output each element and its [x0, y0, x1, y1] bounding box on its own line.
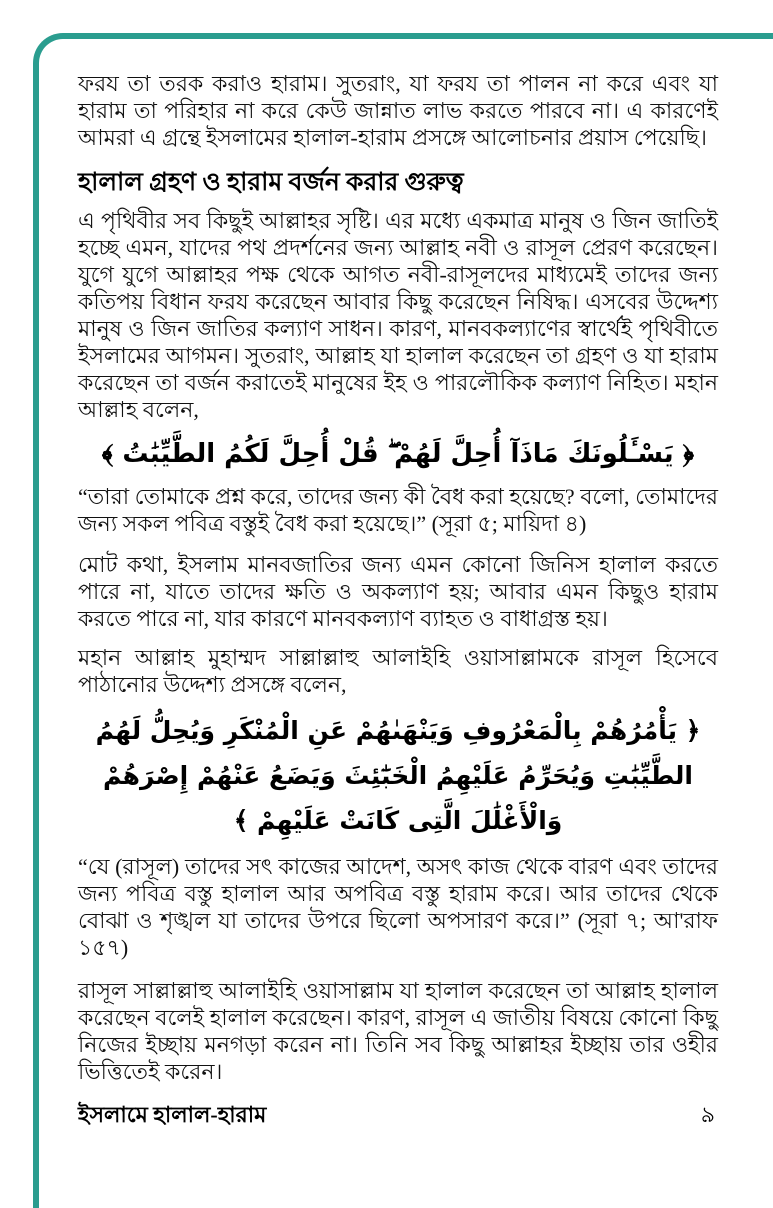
footer-page-number: ৯: [700, 1102, 715, 1127]
verse-translation-araf: “যে (রাসূল) তাদের সৎ কাজের আদেশ, অসৎ কাজ থেকে বারণ এবং তাদের জন্য পবিত্র বস্তু হালাল আর অপবিত্র বস্তু হারাম করে। আর তাদের থেকে বোঝা ও শৃঙ্খল যা তাদের উপরে ছিলো অপসারণ করে।” (সূরা ৭; আ'রাফ ১৫৭): [78, 854, 718, 960]
section-heading: হালাল গ্রহণ ও হারাম বর্জন করার গুরুত্ব: [78, 169, 464, 196]
paragraph-creation: এ পৃথিবীর সব কিছুই আল্লাহর সৃষ্টি। এর মধ্যে একমাত্র মানুষ ও জিন জাতিই হচ্ছে এমন, যাদের পথ প্রদর্শনের জন্য আল্লাহ নবী ও রাসূল প্রেরণ করেছেন। যুগে যুগে আল্লাহর পক্ষ থেকে আগত নবী-রাসূলদের মাধ্যমেই তাদের জন্য কতিপয় বিধান ফরয করেছেন আবার কিছু করেছেন নিষিদ্ধ। এসবের উদ্দেশ্য মানুষ ও জিন জাতির কল্যাণ সাধন। কারণ, মানবকল্যাণের স্বার্থেই পৃথিবীতে ইসলামের আগমন। সুতরাং, আল্লাহ যা হালাল করেছেন তা গ্রহণ ও যা হারাম করেছেন তা বর্জন করাতেই মানুষের ইহ ও পারলৌকিক কল্যাণ নিহিত। মহান আল্লাহ বলেন,: [78, 208, 718, 422]
arabic-verse-maidah: ﴿ يَسْـَٔلُونَكَ مَاذَآ أُحِلَّ لَهُمْ ۖ قُلْ أُحِلَّ لَكُمُ الطَّيِّبَٰتُ ﴾: [101, 439, 695, 469]
page-footer: [78, 1098, 715, 1135]
paragraph-rasul: রাসূল সাল্লাল্লাহু আলাইহি ওয়াসাল্লাম যা হালাল করেছেন তা আল্লাহ হালাল করেছেন বলেই হালাল করেছেন। কারণ, রাসূল এ জাতীয় বিষয়ে কোনো কিছু নিজের ইচ্ছায় মনগড়া করেন না। তিনি সব কিছু আল্লাহর ইচ্ছায় তার ওহীর ভিত্তিতেই করেন।: [78, 978, 718, 1084]
paragraph-intro: ফরয তা তরক করাও হারাম। সুতরাং, যা ফরয তা পালন না করে এবং যা হারাম তা পরিহার না করে কেউ জান্নাত লাভ করতে পারবে না। এ কারণেই আমরা এ গ্রন্থে ইসলামের হালাল-হারাম প্রসঙ্গে আলোচনার প্রয়াস পেয়েছি।: [78, 71, 718, 150]
arabic-verse-araf: ﴿ يَأْمُرُهُمْ بِالْمَعْرُوفِ وَيَنْهَىٰهُمْ عَنِ الْمُنْكَرِ وَيُحِلُّ لَهُمُ الطَّيِّبَٰتِ وَيُحَرِّمُ عَلَيْهِمُ الْخَبَٰٓئِثَ وَيَضَعُ عَنْهُمْ إِصْرَهُمْ وَالْأَغْلَٰلَ الَّتِى كَانَتْ عَلَيْهِمْ ﴾: [95, 716, 701, 835]
paragraph-summary: মোট কথা, ইসলাম মানবজাতির জন্য এমন কোনো জিনিস হালাল করতে পারে না, যাতে তাদের ক্ষতি ও অকল্যাণ হয়; আবার এমন কিছুও হারাম করতে পারে না, যার কারণে মানবকল্যাণ ব্যাহত ও বাধাগ্রস্ত হয়।: [78, 552, 718, 631]
page-content: [78, 70, 718, 1085]
paragraph-purpose: মহান আল্লাহ মুহাম্মদ সাল্লাল্লাহু আলাইহি ওয়াসাল্লামকে রাসূল হিসেবে পাঠানোর উদ্দেশ্য প্রসঙ্গে বলেন,: [78, 645, 718, 697]
verse-translation-maidah: “তারা তোমাকে প্রশ্ন করে, তাদের জন্য কী বৈধ করা হয়েছে? বলো, তোমাদের জন্য সকল পবিত্র বস্তুই বৈধ করা হয়েছে।” (সূরা ৫; মায়িদা ৪): [78, 484, 718, 536]
footer-book-title: ইসলামে হালাল-হারাম: [78, 1102, 267, 1127]
